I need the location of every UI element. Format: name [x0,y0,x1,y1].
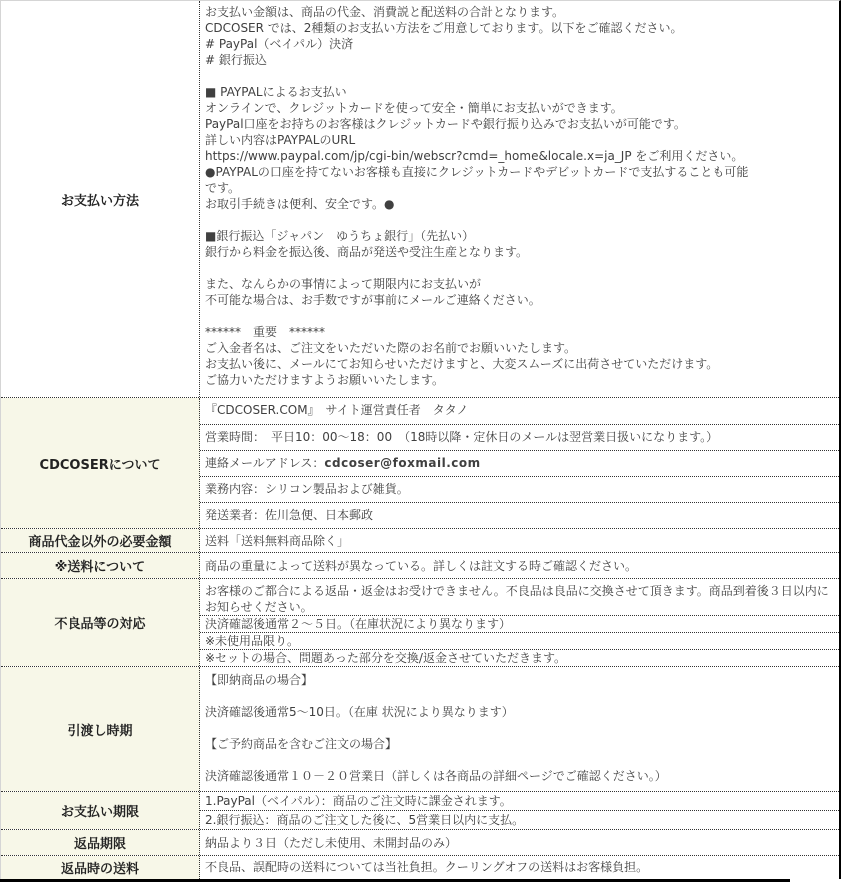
text-line: ●PAYPALの口座を持てないお客様も直接にクレジットカードやデビットカードで支払することも可能 [205,165,749,179]
text-line: ご協力いただけますようお願いいたします。 [205,373,445,387]
text-line: ※未使用品限り。 [200,632,839,649]
text-line: # 銀行振込 [205,53,267,67]
row-defective-goods [1,578,839,666]
row-return-shipping [1,855,839,879]
shipping-carrier-line: 発送業者：佐川急便、日本郵政 [200,502,839,528]
text-line: 決済確認後通常5～10日。（在庫 状況により異なります） [205,705,514,719]
text-line: 2.銀行振込：商品のご注文した後に、5営業日以内に支払。 [200,810,839,829]
text-line [205,68,834,84]
row-extra-fees [1,528,839,552]
text-line: ※セットの場合、問題あった部分を交換/返金させていただきます。 [200,649,839,666]
delivery-time-label: 引渡し時期 [1,667,200,791]
text-line: 不可能な場合は、お手数ですが事前にメールご連絡ください。 [205,293,541,307]
text-line: ■銀行振込「ジャパン ゆうちょ銀行」（先払い） [205,229,475,243]
text-line [205,688,834,704]
text-line: お客様のご都合による返品・返金はお受けできません。不良品は良品に交換させて頂きます。商品到着後３日以内にお知らせください。 [205,584,829,614]
row-payment-method [1,1,839,397]
text-line: ご入金者名は、ご注文をいただいた際のお名前でお願いいたします。 [205,341,577,355]
return-shipping-label: 返品時の送料 [1,856,200,879]
contact-email-line [200,450,839,476]
return-deadline-content: 納品より３日（ただし未使用、未開封品のみ） [205,836,458,850]
about-shop-label: CDCOSERについて [1,398,200,528]
row-return-deadline [1,829,839,855]
text-line: PayPal口座をお持ちのお客様はクレジットカードや銀行振り込みでお支払いが可能です。 [205,117,686,131]
text-line: お支払い金額は、商品の代金、消費説と配送料の合計となります。 [205,5,565,19]
text-line: # PayPal（ベイパル）決済 [205,37,354,51]
extra-fees-label: 商品代金以外の必要金額 [1,529,200,552]
row-shipping-note [1,552,839,578]
text-line: また、なんらかの事情によって期限内にお支払いが [205,277,482,291]
extra-fees-content: 送料「送料無料商品除く」 [205,534,350,548]
text-line [205,212,834,228]
return-shipping-content: 不良品、誤配時の送料については当社負担。クーリングオフの送料はお客様負担。 [205,860,649,874]
payment-deadline-content [200,792,839,829]
site-operator-line: 『CDCOSER.COM』 サイト運営責任者 タタノ [205,403,469,417]
payment-method-content [200,1,839,397]
text-line: 【即納商品の場合】 [205,673,314,687]
text-line: お支払い後に、メールにてお知らせいただけますと、大変スムーズに出荷させていただけます。 [205,357,719,371]
payment-deadline-label: お支払い期限 [1,792,200,829]
text-line: 1.PayPal（ベイパル）：商品のご注文時に課金されます。 [205,794,512,808]
business-hours-line: 営業時間： 平日10：00～18：00 （18時以降・定休日のメールは翌営業日扱いになります。） [200,424,839,450]
text-line: CDCOSER では、2種類のお支払い方法をご用意しております。以下をご確認ください。 [205,21,683,35]
contact-email-address: cdcoser@foxmail.com [324,456,481,470]
text-line: 【ご予約商品を含むご注文の場合】 [205,737,398,751]
defective-goods-content [200,579,839,666]
text-line [205,720,834,736]
text-line: 決済確認後通常１０－２０営業日（詳しくは各商品の詳細ページでご確認ください。） [205,769,667,783]
row-delivery-time [1,666,839,791]
about-shop-content [200,398,839,528]
text-line: ****** 重要 ****** [205,325,326,339]
return-deadline-label: 返品期限 [1,830,200,855]
delivery-time-content [200,667,839,791]
text-line: 銀行から料金を振込後、商品が発送や受注生産となります。 [205,245,529,259]
text-line: お取引手続きは便利、安全です。● [205,197,395,211]
row-payment-deadline [1,791,839,829]
text-line: ■ PAYPALによるお支払い [205,85,347,99]
text-line: https://www.paypal.com/jp/cgi-bin/webscr?cmd=_home&locale.x=ja_JP をご利用ください。 [205,149,744,163]
text-line: オンラインで、クレジットカードを使って安全・簡単にお支払いができます。 [205,101,623,115]
text-line [205,752,834,768]
text-line: 決済確認後通常２～５日。（在庫状況により異なります） [200,615,839,632]
text-line [205,308,834,324]
text-line: です。 [205,181,241,195]
text-line: 詳しい内容はPAYPALのURL [205,133,356,147]
contact-email-prefix: 連絡メールアドレス： [205,456,325,470]
text-line [205,260,834,276]
business-description-line: 業務内容：シリコン製品および雑貨。 [200,476,839,502]
shipping-note-content: 商品の重量によって送料が異なっている。詳しくは註文する時ご確認ください。 [205,559,638,573]
row-about-shop [1,397,839,528]
shipping-note-label: ※送料について [1,553,200,578]
defective-goods-label: 不良品等の対応 [1,579,200,666]
payment-method-label: お支払い方法 [1,1,200,397]
